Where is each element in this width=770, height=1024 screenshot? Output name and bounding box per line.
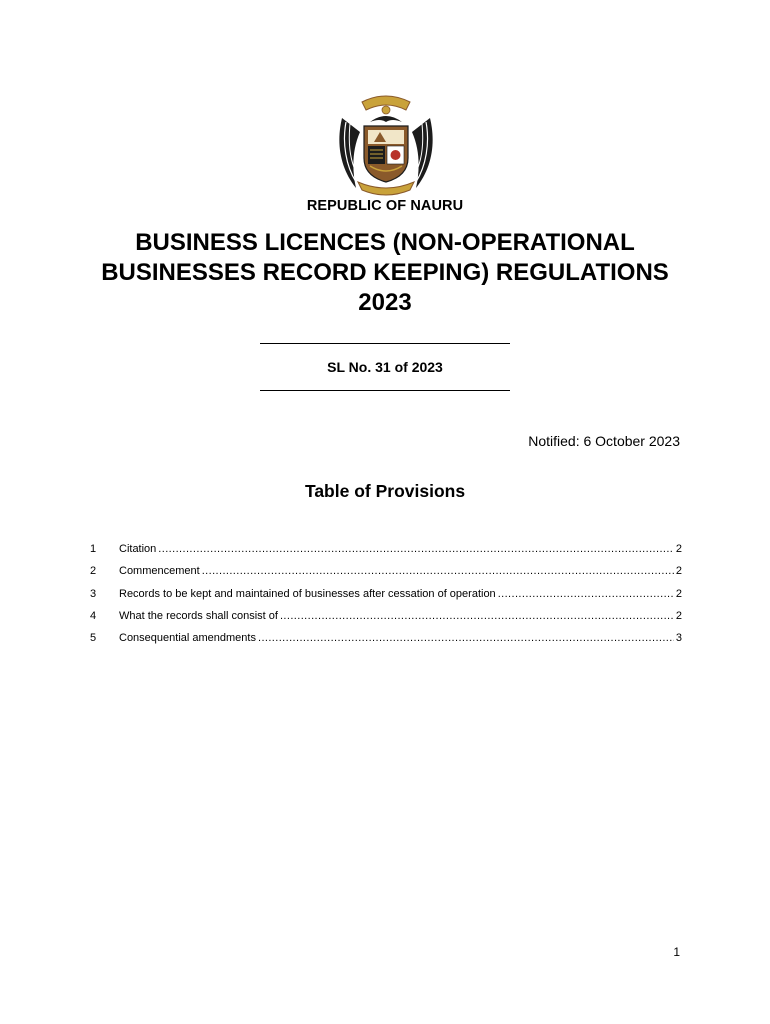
toc-item-number: 3: [90, 587, 97, 600]
title-line-3: 2023: [358, 289, 412, 316]
toc-item-records-consist[interactable]: [90, 610, 682, 632]
toc-heading: Table of Provisions: [304, 481, 466, 501]
table-of-provisions: [90, 543, 682, 654]
toc-leader-dots: [202, 565, 674, 577]
toc-item-number: 2: [90, 565, 97, 578]
toc-item-text: Records to be kept and maintained of businesses after cessation of operation: [119, 587, 496, 600]
toc-leader-dots: [498, 588, 674, 600]
toc-item-page: 2: [675, 609, 682, 622]
toc-item-page: 2: [675, 543, 682, 555]
nauru-coat-of-arms-icon: [334, 88, 438, 198]
divider-bottom: [260, 390, 510, 391]
toc-leader-dots: [280, 610, 674, 622]
toc-item-text: Citation: [119, 543, 157, 555]
toc-leader-dots: [158, 543, 674, 555]
page-number: 1: [673, 945, 680, 959]
notified-date: Notified: 6 October 2023: [528, 433, 680, 449]
toc-item-number: 5: [90, 632, 97, 645]
toc-item-citation[interactable]: [90, 543, 682, 565]
toc-item-number: 1: [90, 543, 97, 555]
title-line-2: BUSINESSES RECORD KEEPING) REGULATIONS: [101, 259, 669, 286]
toc-item-text: Commencement: [119, 565, 200, 578]
toc-item-text: Consequential amendments: [119, 632, 256, 645]
title-line-1: BUSINESS LICENCES (NON-OPERATIONAL: [135, 229, 635, 256]
toc-item-records-kept[interactable]: [90, 588, 682, 610]
regulation-title: [0, 228, 770, 318]
toc-item-number: 4: [90, 609, 97, 622]
divider-top: [260, 343, 510, 344]
toc-item-text: What the records shall consist of: [119, 609, 278, 622]
republic-heading: REPUBLIC OF NAURU: [306, 198, 464, 214]
toc-leader-dots: [258, 632, 674, 644]
toc-item-page: 2: [675, 565, 682, 578]
toc-item-page: 3: [675, 632, 682, 645]
toc-item-consequential-amendments[interactable]: [90, 632, 682, 654]
sl-number: SL No. 31 of 2023: [327, 359, 443, 375]
toc-item-page: 2: [675, 587, 682, 600]
toc-item-commencement[interactable]: [90, 565, 682, 587]
